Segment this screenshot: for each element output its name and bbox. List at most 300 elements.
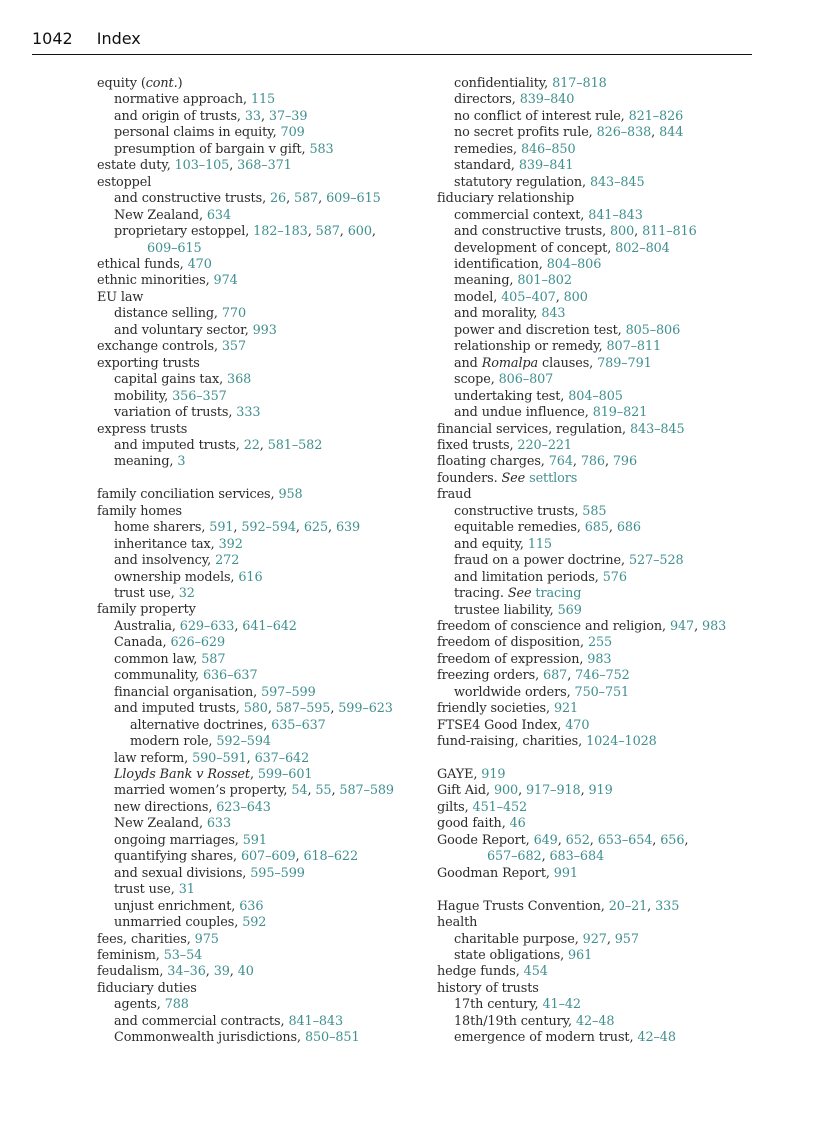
- page-reference[interactable]: 801–802: [517, 273, 572, 289]
- page-reference[interactable]: 616: [238, 569, 263, 585]
- entry-text: statutory regulation,: [454, 174, 590, 190]
- entry-text: hedge funds,: [437, 964, 524, 980]
- entry-text: ,: [229, 964, 238, 980]
- entry-text: ,: [651, 125, 660, 141]
- index-subentry: [97, 1030, 427, 1046]
- page-reference[interactable]: 805–806: [625, 322, 681, 338]
- page-reference[interactable]: 3: [177, 454, 186, 470]
- page-reference[interactable]: 580: [243, 701, 268, 717]
- page-reference[interactable]: 927: [582, 931, 607, 947]
- entry-text: agents,: [114, 997, 165, 1013]
- page-reference[interactable]: 811–816: [642, 224, 697, 240]
- index-subentry: [97, 635, 427, 651]
- index-subentry: [437, 1030, 767, 1046]
- page-reference[interactable]: 649: [533, 832, 558, 848]
- entry-text: proprietary estoppel,: [114, 224, 254, 240]
- entry-text: ,: [518, 783, 527, 799]
- cross-reference-link[interactable]: settlors: [529, 470, 578, 486]
- entry-text: Lloyds Bank v Rosset: [114, 767, 250, 783]
- entry-text: ,: [694, 618, 703, 634]
- page-reference[interactable]: 368: [227, 372, 252, 388]
- index-heading: [97, 290, 427, 306]
- entry-text: floating charges,: [437, 454, 549, 470]
- page-reference[interactable]: 618–622: [303, 849, 358, 865]
- entry-text: ethnic minorities,: [97, 273, 214, 289]
- page-reference[interactable]: 470: [187, 256, 212, 272]
- page-reference[interactable]: 405–407: [501, 289, 556, 305]
- entry-text: estate duty,: [97, 158, 175, 174]
- index-subentry: [437, 323, 767, 339]
- entry-text: ownership models,: [114, 569, 239, 585]
- entry-text: trust use,: [114, 586, 179, 602]
- page-reference[interactable]: 599–601: [257, 767, 313, 783]
- index-heading: [437, 964, 767, 980]
- index-heading: [437, 438, 767, 454]
- page-reference[interactable]: 709: [280, 125, 305, 141]
- entry-text: commercial context,: [454, 207, 589, 223]
- entry-text: ,: [652, 832, 661, 848]
- index-subentry: [437, 208, 767, 224]
- page-reference[interactable]: 802–804: [615, 240, 670, 256]
- index-subentry: [97, 191, 427, 207]
- page-reference[interactable]: 592: [242, 915, 267, 931]
- entry-text: family homes: [97, 503, 183, 519]
- index-subentry: [97, 619, 427, 635]
- page-reference[interactable]: 641–642: [242, 618, 297, 634]
- page-reference[interactable]: 683–684: [549, 849, 605, 865]
- entry-text: freedom of expression,: [437, 651, 588, 667]
- page-reference[interactable]: 40: [237, 964, 254, 980]
- page-reference[interactable]: 821–826: [628, 108, 684, 124]
- index-heading: [437, 915, 767, 931]
- index-subentry: [97, 701, 427, 717]
- index-heading: [437, 783, 767, 799]
- page-reference[interactable]: 22: [243, 437, 260, 453]
- page-reference[interactable]: 975: [194, 931, 219, 947]
- entry-text: quantifying shares,: [114, 849, 241, 865]
- page-reference[interactable]: 843–845: [589, 174, 645, 190]
- page-reference[interactable]: 20–21: [608, 898, 648, 914]
- entry-text: feudalism,: [97, 964, 168, 980]
- page-reference[interactable]: 607–609: [240, 849, 296, 865]
- entry-text: fiduciary relationship: [437, 191, 575, 207]
- entry-text: Commonwealth jurisdictions,: [114, 1030, 305, 1046]
- page-reference[interactable]: 826–838: [596, 125, 652, 141]
- page-reference[interactable]: 991: [553, 865, 578, 881]
- page-reference[interactable]: 764: [548, 454, 573, 470]
- entry-text: GAYE,: [437, 767, 482, 783]
- index-subentry: [97, 520, 427, 536]
- page-reference[interactable]: 839–841: [518, 158, 574, 174]
- page-reference[interactable]: 182–183: [253, 224, 308, 240]
- page-reference[interactable]: 37–39: [268, 108, 308, 124]
- entry-text: ,: [572, 454, 581, 470]
- page-reference[interactable]: 592–594: [216, 734, 271, 750]
- page-reference[interactable]: 817–818: [552, 76, 607, 91]
- index-heading: [437, 734, 767, 750]
- entry-text: ,: [318, 191, 327, 207]
- page-reference[interactable]: 800: [563, 289, 588, 305]
- index-subentry: [437, 1014, 767, 1030]
- page-reference[interactable]: 983: [587, 651, 612, 667]
- page-reference[interactable]: 635–637: [271, 717, 326, 733]
- index-subentry: [97, 389, 427, 405]
- page-reference[interactable]: 454: [523, 964, 548, 980]
- page-reference[interactable]: 993: [252, 322, 277, 338]
- entry-text: trust use,: [114, 882, 179, 898]
- page-reference[interactable]: 789–791: [597, 355, 652, 371]
- entry-text: and origin of trusts,: [114, 108, 245, 124]
- page-reference[interactable]: 919: [588, 783, 613, 799]
- page-reference[interactable]: 600: [347, 224, 372, 240]
- entry-gap: [437, 882, 767, 898]
- page-reference[interactable]: 576: [602, 569, 627, 585]
- page-reference[interactable]: 961: [568, 947, 593, 963]
- index-subentry: [97, 1014, 427, 1030]
- page-reference[interactable]: 46: [509, 816, 526, 832]
- entry-text: ,: [684, 832, 689, 848]
- page-reference[interactable]: 32: [178, 586, 195, 602]
- index-subentry: [97, 685, 427, 701]
- entry-text: trustee liability,: [454, 602, 558, 618]
- entry-text: standard,: [454, 158, 519, 174]
- entry-text: ,: [604, 454, 613, 470]
- entry-text: ,: [330, 701, 339, 717]
- entry-text: ,: [246, 750, 255, 766]
- page-reference[interactable]: 841–843: [288, 1013, 343, 1029]
- entry-text: ,: [567, 668, 576, 684]
- page-reference[interactable]: 626–629: [170, 635, 226, 651]
- index-subentry: [437, 570, 767, 586]
- entry-text: ,: [234, 618, 243, 634]
- page-reference[interactable]: 42–48: [575, 1013, 615, 1029]
- index-subentry: [437, 553, 767, 569]
- index-subentry: [97, 438, 427, 454]
- page-reference[interactable]: 974: [213, 273, 238, 289]
- entry-text: history of trusts: [437, 980, 539, 996]
- page-reference[interactable]: 807–811: [606, 339, 662, 355]
- index-subentry: [97, 997, 427, 1013]
- page-reference[interactable]: 587: [315, 224, 340, 240]
- page-reference[interactable]: 597–599: [261, 684, 316, 700]
- entry-text: and imputed trusts,: [114, 437, 244, 453]
- entry-text: ,: [233, 520, 242, 536]
- entry-text: ,: [371, 224, 376, 240]
- page-reference[interactable]: 53–54: [163, 948, 203, 963]
- entry-text: freedom of disposition,: [437, 635, 588, 651]
- index-heading: [437, 652, 767, 668]
- index-heading: [437, 899, 767, 915]
- entry-text: no secret profits rule,: [454, 125, 597, 141]
- index-subentry: [437, 257, 767, 273]
- page-reference[interactable]: 335: [655, 898, 680, 914]
- page-reference[interactable]: 368–371: [237, 158, 292, 174]
- index-heading: [437, 635, 767, 651]
- index-heading: [97, 273, 427, 289]
- entry-text: exporting trusts: [97, 355, 200, 371]
- index-subentry: [97, 586, 427, 602]
- index-heading: [97, 948, 427, 964]
- page-reference[interactable]: 636: [239, 898, 264, 914]
- entry-text: alternative doctrines,: [130, 717, 272, 733]
- page-reference[interactable]: 1024–1028: [586, 734, 657, 750]
- page-reference[interactable]: 595–599: [250, 865, 305, 881]
- page-reference[interactable]: 629–633: [179, 618, 235, 634]
- page-reference[interactable]: 921: [553, 701, 579, 717]
- index-heading: [437, 800, 767, 816]
- index-subentry: [437, 932, 767, 948]
- page-reference[interactable]: 103–105: [174, 158, 230, 174]
- index-subentry: [97, 882, 427, 898]
- page-reference[interactable]: 115: [527, 536, 552, 552]
- page-reference[interactable]: 599–623: [338, 701, 393, 717]
- page-reference[interactable]: 31: [178, 882, 195, 898]
- page-reference[interactable]: 581–582: [267, 437, 323, 453]
- index-subentry: [437, 849, 767, 865]
- entry-text: fraud on a power doctrine,: [454, 553, 629, 569]
- index-subentry: [97, 372, 427, 388]
- index-heading: [437, 866, 767, 882]
- page-reference[interactable]: 26: [270, 191, 287, 207]
- page-reference[interactable]: 470: [565, 717, 590, 733]
- page-reference[interactable]: 919: [481, 767, 506, 783]
- page-reference[interactable]: 356–357: [172, 388, 227, 404]
- entry-text: EU law: [97, 289, 144, 305]
- entry-gap: [97, 471, 427, 487]
- page-reference[interactable]: 592–594: [241, 520, 296, 536]
- index-heading: [97, 981, 427, 997]
- page-reference[interactable]: 569: [557, 602, 582, 618]
- header-rule: [32, 54, 752, 55]
- index-subentry: [437, 273, 767, 289]
- entry-text: 17th century,: [454, 997, 543, 1013]
- page-reference[interactable]: 609–615: [326, 191, 381, 207]
- index-heading: [97, 175, 427, 191]
- page-reference[interactable]: 900: [493, 783, 519, 799]
- page-reference[interactable]: 255: [587, 635, 613, 651]
- page-reference[interactable]: 746–752: [575, 668, 630, 684]
- entry-text: distance selling,: [114, 306, 222, 322]
- entry-text: Goodman Report,: [437, 865, 554, 881]
- entry-text: and voluntary sector,: [114, 322, 253, 338]
- index-subentry: [437, 339, 767, 355]
- page-reference[interactable]: 623–643: [216, 799, 271, 815]
- entry-text: new directions,: [114, 799, 217, 815]
- index-subentry: [437, 142, 767, 158]
- entry-text: meaning,: [454, 273, 518, 289]
- page-reference[interactable]: 839–840: [519, 92, 575, 108]
- page-reference[interactable]: 357: [221, 339, 247, 355]
- page-reference[interactable]: 55: [315, 783, 332, 799]
- page-reference[interactable]: 625: [303, 520, 328, 536]
- page-reference[interactable]: 639: [335, 520, 361, 536]
- page-reference[interactable]: 591: [209, 520, 234, 536]
- index-subentry: [97, 800, 427, 816]
- entry-text: FTSE4 Good Index,: [437, 717, 566, 733]
- entry-text: no conflict of interest rule,: [454, 108, 629, 124]
- index-subentry: [437, 109, 767, 125]
- index-heading: [437, 718, 767, 734]
- page-reference[interactable]: 585: [582, 503, 607, 519]
- page-reference[interactable]: 685: [584, 520, 609, 536]
- index-subentry: [97, 125, 427, 141]
- index-subentry: [97, 816, 427, 832]
- page-reference[interactable]: 796: [612, 454, 638, 470]
- entry-text: presumption of bargain v gift,: [114, 141, 310, 157]
- index-subentry: [97, 553, 427, 569]
- page-reference[interactable]: 527–528: [628, 553, 684, 569]
- page-reference[interactable]: 657–682: [487, 849, 542, 865]
- index-subentry: [97, 109, 427, 125]
- index-heading: [97, 158, 427, 174]
- entry-text: ,: [295, 520, 304, 536]
- page-reference[interactable]: 819–821: [592, 405, 648, 421]
- entry-text: See: [501, 470, 526, 486]
- page-reference[interactable]: 587: [201, 651, 226, 667]
- page-reference[interactable]: 272: [215, 553, 240, 569]
- entry-text: gilts,: [437, 799, 473, 815]
- page-reference[interactable]: 947: [669, 618, 695, 634]
- entry-text: ,: [557, 832, 566, 848]
- page-reference[interactable]: 54: [291, 783, 308, 799]
- page-reference[interactable]: 637–642: [254, 750, 310, 766]
- page-reference[interactable]: 806–807: [498, 372, 554, 388]
- page-reference[interactable]: 844: [659, 125, 684, 141]
- page-reference[interactable]: 636–637: [202, 668, 258, 684]
- index-subentry: [97, 537, 427, 553]
- page-reference[interactable]: 34–36: [167, 964, 206, 980]
- entry-text: confidentiality,: [454, 76, 553, 91]
- page-reference[interactable]: 983: [702, 618, 727, 634]
- page-reference[interactable]: 583: [309, 141, 334, 157]
- index-subentry: [97, 718, 427, 734]
- page-reference[interactable]: 687: [543, 668, 568, 684]
- index-heading: [97, 257, 427, 273]
- index-heading: [97, 422, 427, 438]
- page-reference[interactable]: 333: [236, 405, 261, 421]
- entry-text: See: [507, 586, 532, 602]
- page-reference[interactable]: 800: [610, 224, 635, 240]
- entry-text: founders.: [437, 470, 502, 486]
- entry-text: equity (: [97, 76, 146, 91]
- entry-text: ,: [580, 783, 589, 799]
- page-reference[interactable]: 843: [541, 306, 566, 322]
- page-reference[interactable]: 634: [206, 207, 232, 223]
- entry-text: New Zealand,: [114, 207, 207, 223]
- entry-text: and constructive trusts,: [454, 224, 610, 240]
- index-subentry: [97, 734, 427, 750]
- index-heading: [437, 981, 767, 997]
- page-reference[interactable]: 957: [614, 931, 639, 947]
- page-reference[interactable]: 788: [164, 997, 189, 1013]
- index-subentry: [97, 751, 427, 767]
- index-subentry: [437, 586, 767, 602]
- index-heading: [97, 504, 427, 520]
- page-reference[interactable]: 587–589: [339, 783, 394, 799]
- page-reference[interactable]: 591: [242, 832, 267, 848]
- page-reference[interactable]: 633: [206, 816, 232, 832]
- page-reference[interactable]: 587–595: [275, 701, 331, 717]
- entry-text: constructive trusts,: [454, 503, 583, 519]
- page-reference[interactable]: 220–221: [517, 437, 572, 453]
- entry-text: married women’s property,: [114, 783, 292, 799]
- entry-text: ongoing marriages,: [114, 832, 243, 848]
- page-reference[interactable]: 686: [616, 520, 641, 536]
- page-reference[interactable]: 850–851: [304, 1030, 360, 1046]
- index-subentry: [97, 866, 427, 882]
- page-reference[interactable]: 115: [250, 92, 276, 108]
- entry-text: Romalpa: [481, 355, 539, 371]
- entry-text: financial services, regulation,: [437, 421, 630, 437]
- index-heading: [437, 191, 767, 207]
- index-heading: [437, 619, 767, 635]
- page-reference[interactable]: 392: [218, 536, 243, 552]
- entry-text: and imputed trusts,: [114, 701, 244, 717]
- page-reference[interactable]: 750–751: [574, 684, 630, 700]
- page-reference[interactable]: 653–654: [597, 832, 653, 848]
- page-reference[interactable]: 42–48: [637, 1030, 676, 1046]
- entry-text: ,: [307, 224, 316, 240]
- page-reference[interactable]: 41–42: [542, 997, 581, 1013]
- entry-text: relationship or remedy,: [454, 339, 607, 355]
- entry-text: Goode Report,: [437, 832, 534, 848]
- index-subentry: [437, 290, 767, 306]
- index-heading: [97, 487, 427, 503]
- entry-text: development of concept,: [454, 240, 616, 256]
- entry-text: Australia,: [114, 618, 180, 634]
- entry-text: scope,: [454, 372, 499, 388]
- page-reference[interactable]: 804–806: [546, 256, 602, 272]
- entry-text: fund-raising, charities,: [437, 734, 587, 750]
- entry-text: exchange controls,: [97, 339, 222, 355]
- page-reference[interactable]: 39: [213, 964, 230, 980]
- entry-text: ,: [555, 289, 564, 305]
- page-reference[interactable]: 843–845: [629, 421, 685, 437]
- cross-reference-link[interactable]: tracing: [535, 586, 582, 602]
- entry-text: and commercial contracts,: [114, 1013, 289, 1029]
- page-reference[interactable]: 609–615: [147, 240, 202, 256]
- entry-text: ,: [541, 849, 550, 865]
- index-subentry: [97, 915, 427, 931]
- page-reference[interactable]: 33: [244, 108, 261, 124]
- entry-text: fraud: [437, 487, 472, 503]
- index-heading: [97, 932, 427, 948]
- page-reference[interactable]: 652: [565, 832, 590, 848]
- page-reference[interactable]: 587: [294, 191, 319, 207]
- page-reference[interactable]: 804–805: [568, 388, 623, 404]
- entry-text: freedom of conscience and religion,: [437, 618, 670, 634]
- entry-text: ,: [608, 520, 617, 536]
- page-reference[interactable]: 958: [278, 487, 303, 503]
- page-number: 1042: [32, 29, 73, 48]
- entry-text: personal claims in equity,: [114, 125, 281, 141]
- page-reference[interactable]: 917–918: [526, 783, 581, 799]
- index-heading: [437, 454, 767, 470]
- page-reference[interactable]: 590–591: [192, 750, 247, 766]
- entry-text: freezing orders,: [437, 668, 544, 684]
- page-reference[interactable]: 841–843: [588, 207, 643, 223]
- index-heading: [437, 422, 767, 438]
- running-head: [32, 29, 752, 48]
- index-subentry: [437, 356, 767, 372]
- entry-text: financial organisation,: [114, 684, 262, 700]
- page-reference[interactable]: 451–452: [472, 799, 528, 815]
- page-reference[interactable]: 786: [580, 454, 605, 470]
- page-reference[interactable]: 656: [660, 832, 685, 848]
- page-reference[interactable]: 846–850: [520, 141, 576, 157]
- page-reference[interactable]: 770: [221, 306, 247, 322]
- entry-text: ,: [307, 783, 316, 799]
